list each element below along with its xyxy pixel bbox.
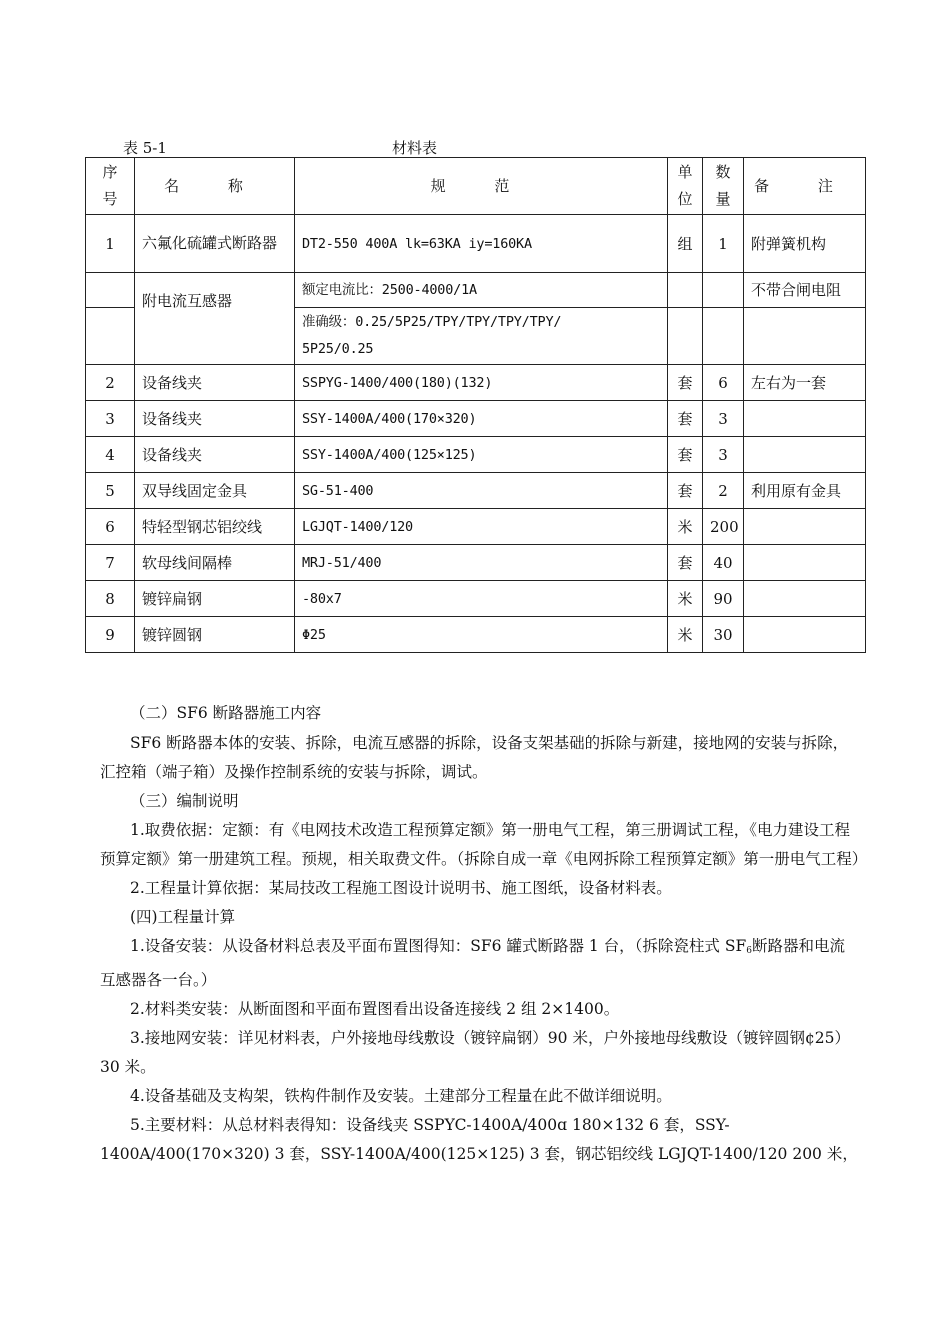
table-row — [86, 401, 866, 437]
cell-spec: SSY-1400A/400(170×320) — [295, 401, 668, 437]
cell-remark: 不带合闸电阻 — [744, 273, 866, 308]
cell-unit — [668, 308, 703, 365]
cell-unit: 米 — [668, 617, 703, 653]
cell-seq — [86, 273, 135, 308]
table-row — [86, 437, 866, 473]
header-remark: 备 注 — [744, 158, 866, 215]
cell-spec: 准确级：0.25/5P25/TPY/TPY/TPY/TPY/ 5P25/0.25 — [295, 308, 668, 365]
cell-unit: 套 — [668, 545, 703, 581]
table-row — [86, 617, 866, 653]
header-seq: 序 号 — [86, 158, 135, 215]
section-heading: （三）编制说明 — [130, 792, 239, 810]
cell-seq: 5 — [86, 473, 135, 509]
paragraph: 1.取费依据：定额：有《电网技术改造工程预算定额》第一册电气工程，第三册调试工程，《电力建设工程预算定额》第一册建筑工程。预规，相关取费文件。（拆除自成一章《电网拆除工程预算定额》第一册电气工程） — [100, 821, 868, 868]
cell-name: 镀锌扁钢 — [135, 581, 295, 617]
paragraph: 1.设备安装：从设备材料总表及平面布置图得知：SF6 罐式断路器 1 台，（拆除瓷柱式 $SF_6$断路器和电流互感器各一台。） — [100, 937, 845, 989]
table-caption-title: 材料表 — [392, 139, 438, 157]
header-unit: 单 位 — [668, 158, 703, 215]
material-table — [85, 157, 866, 653]
cell-unit: 套 — [668, 365, 703, 401]
table-header-row — [86, 158, 866, 215]
table-row — [86, 273, 866, 308]
cell-unit: 套 — [668, 473, 703, 509]
table-row — [86, 473, 866, 509]
paragraph: 4.设备基础及支构架，铁构件制作及安装。土建部分工程量在此不做详细说明。 — [130, 1087, 672, 1105]
paragraph: 2.材料类安装：从断面图和平面布置图看出设备连接线 2 组 2×1400。 — [130, 1000, 620, 1018]
cell-unit: 米 — [668, 509, 703, 545]
cell-remark — [744, 581, 866, 617]
header-spec: 规 范 — [295, 158, 668, 215]
cell-spec: SG-51-400 — [295, 473, 668, 509]
cell-seq: 9 — [86, 617, 135, 653]
cell-name: 软母线间隔棒 — [135, 545, 295, 581]
cell-seq: 1 — [86, 215, 135, 273]
cell-qty: 40 — [703, 545, 744, 581]
cell-spec: LGJQT-1400/120 — [295, 509, 668, 545]
cell-remark: 左右为一套 — [744, 365, 866, 401]
paragraph: 2.工程量计算依据：某局技改工程施工图设计说明书、施工图纸，设备材料表。 — [130, 879, 672, 897]
cell-remark — [744, 437, 866, 473]
cell-remark: 利用原有金具 — [744, 473, 866, 509]
table-row — [86, 545, 866, 581]
cell-seq: 8 — [86, 581, 135, 617]
cell-qty — [703, 273, 744, 308]
cell-name: 镀锌圆钢 — [135, 617, 295, 653]
section-heading: (四)工程量计算 — [130, 908, 236, 926]
cell-qty: 2 — [703, 473, 744, 509]
cell-spec: SSY-1400A/400(125×125) — [295, 437, 668, 473]
cell-qty: 6 — [703, 365, 744, 401]
cell-seq: 4 — [86, 437, 135, 473]
cell-qty: 90 — [703, 581, 744, 617]
cell-remark — [744, 509, 866, 545]
cell-name: 特轻型钢芯铝绞线 — [135, 509, 295, 545]
paragraph: 3.接地网安装：详见材料表，户外接地母线敷设（镀锌扁钢）90 米，户外接地母线敷设（镀锌圆钢¢25）30 米。 — [100, 1029, 851, 1076]
cell-name: 附电流互感器 — [135, 273, 295, 365]
cell-spec: MRJ-51/400 — [295, 545, 668, 581]
cell-qty: 30 — [703, 617, 744, 653]
table-row — [86, 581, 866, 617]
body-text — [100, 699, 868, 1169]
cell-qty: 1 — [703, 215, 744, 273]
cell-unit — [668, 273, 703, 308]
section-heading: （二）SF6 断路器施工内容 — [130, 704, 322, 722]
cell-name: 设备线夹 — [135, 401, 295, 437]
cell-remark — [744, 308, 866, 365]
paragraph: SF6 断路器本体的安装、拆除，电流互感器的拆除，设备支架基础的拆除与新建，接地网的安装与拆除，汇控箱（端子箱）及操作控制系统的安装与拆除，调试。 — [100, 734, 849, 781]
cell-unit: 套 — [668, 401, 703, 437]
cell-seq: 7 — [86, 545, 135, 581]
cell-name: 六氟化硫罐式断路器 — [135, 215, 295, 273]
cell-unit: 组 — [668, 215, 703, 273]
cell-unit: 套 — [668, 437, 703, 473]
cell-spec: SSPYG-1400/400(180)(132) — [295, 365, 668, 401]
cell-unit: 米 — [668, 581, 703, 617]
cell-seq — [86, 308, 135, 365]
cell-seq: 6 — [86, 509, 135, 545]
cell-spec: DT2-550 400A lk=63KA iy=160KA — [295, 215, 668, 273]
cell-remark: 附弹簧机构 — [744, 215, 866, 273]
cell-qty: 200 — [703, 509, 744, 545]
cell-spec: 额定电流比：2500-4000/1A — [295, 273, 668, 308]
cell-qty: 3 — [703, 437, 744, 473]
cell-remark — [744, 401, 866, 437]
cell-remark — [744, 617, 866, 653]
header-name: 名 称 — [135, 158, 295, 215]
cell-qty — [703, 308, 744, 365]
cell-spec: -80x7 — [295, 581, 668, 617]
cell-spec: Φ25 — [295, 617, 668, 653]
cell-name: 双导线固定金具 — [135, 473, 295, 509]
table-caption-number: 表 5-1 — [123, 139, 167, 157]
table-row — [86, 509, 866, 545]
cell-remark — [744, 545, 866, 581]
header-qty: 数 量 — [703, 158, 744, 215]
table-row — [86, 365, 866, 401]
cell-name: 设备线夹 — [135, 437, 295, 473]
cell-name: 设备线夹 — [135, 365, 295, 401]
paragraph: 5.主要材料：从总材料表得知：设备线夹 SSPYC-1400A/400ɑ 180×132 6 套，SSY-1400A/400(170×320) 3 套，SSY-1400A/400(125×125) 3 套，钢芯铝绞线 LGJQT-1400/120 200 米， — [100, 1116, 858, 1163]
table-row — [86, 215, 866, 273]
cell-seq: 3 — [86, 401, 135, 437]
cell-seq: 2 — [86, 365, 135, 401]
cell-qty: 3 — [703, 401, 744, 437]
